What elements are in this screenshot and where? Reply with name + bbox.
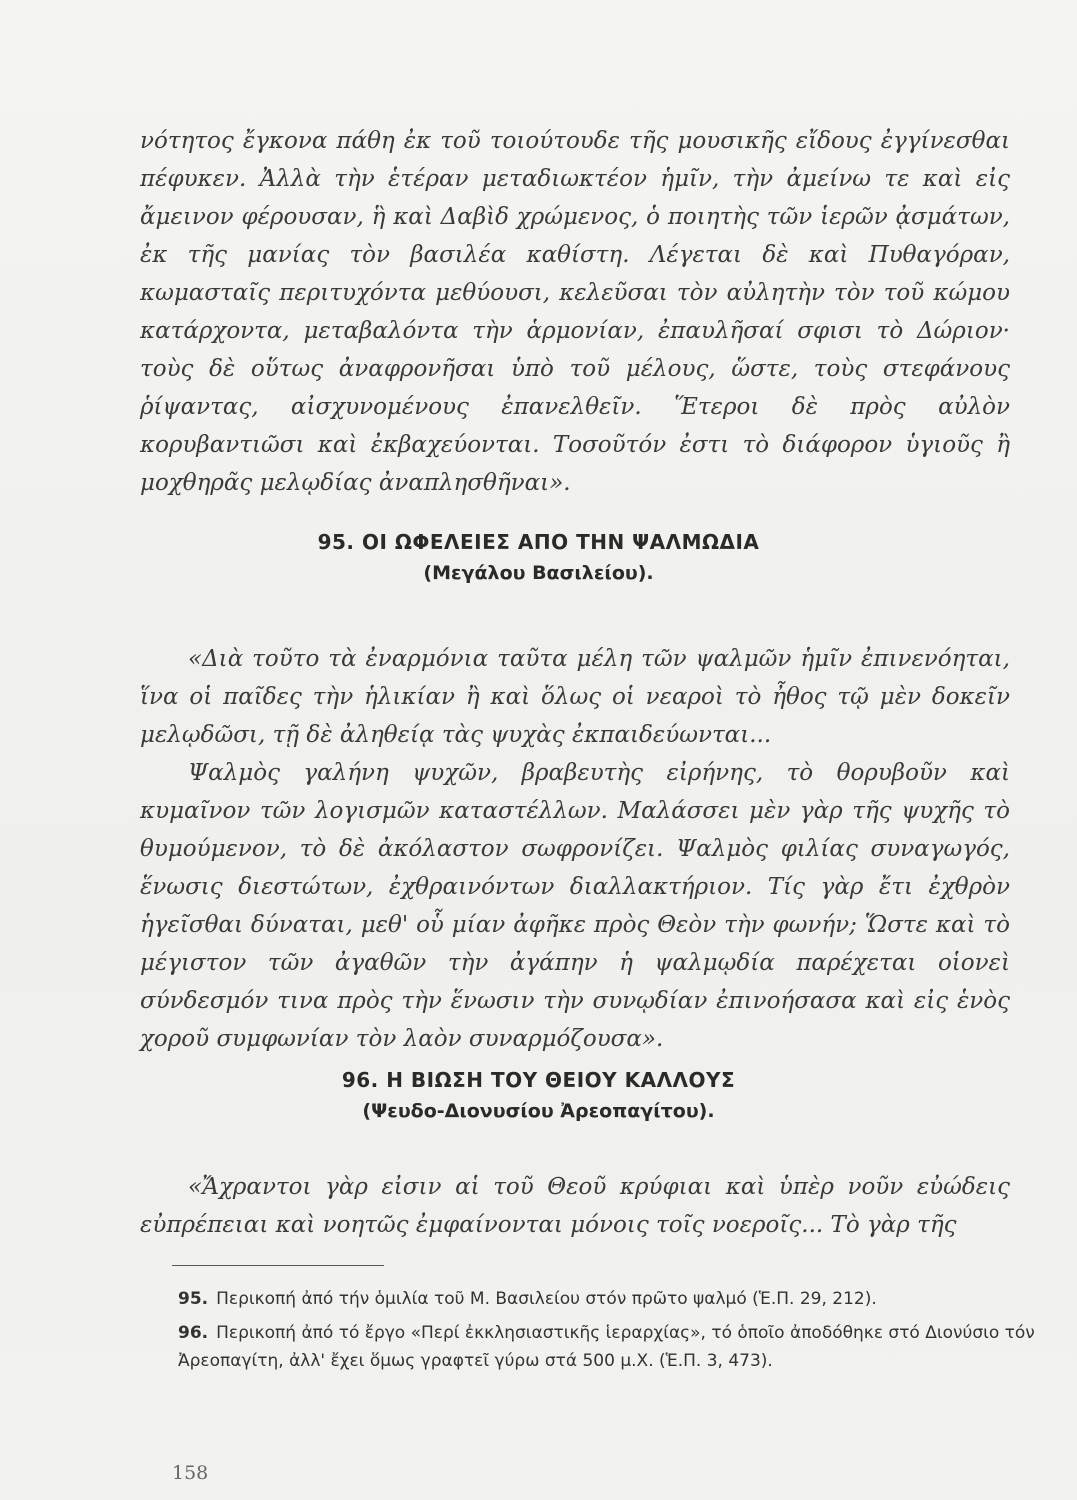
section-95-paragraph-2: Ψαλμὸς γαλήνη ψυχῶν, βραβευτὴς εἰρήνης, τὸ θορυβοῦν καὶ κυμαῖνον τῶν λογισμῶν καταστέλλων. Μαλάσσει μὲν γὰρ τῆς ψυχῆς τὸ θυμούμενον, τὸ δὲ ἀκόλαστον σωφρονίζει. Ψαλμὸς φιλίας συναγωγός, ἕνωσις διεστώτων, ἐχθραινόντων διαλλακτήριον. Τίς γὰρ ἔτι ἐχθρὸν ἡγεῖσθαι δύναται, μεθ' οὗ μίαν ἀφῆκε πρὸς Θεὸν τὴν φωνήν; Ὥστε καὶ τὸ μέγιστον τῶν ἀγαθῶν τὴν ἀγάπην ἡ ψαλμῳδία παρέχεται οἱονεὶ σύνδεσμόν τινα πρὸς τὴν ἕνωσιν τὴν συνῳδίαν ἐπινοήσασα καὶ εἰς ἑνὸς χοροῦ συμφωνίαν τὸν λαὸν συναρμόζουσα».: [140, 760, 1010, 1052]
footnote-95: [178, 1285, 1038, 1313]
footnote-text: Περικοπή ἀπό τό ἔργο «Περί ἐκκλησιαστικῆς ἱεραρχίας», τό ὁποῖο ἀποδόθηκε στό Διονύσιο τόν Ἀρεοπαγίτη, ἀλλ' ἔχει ὅμως γραφτεῖ γύρω στά 500 μ.Χ. (Ἑ.Π. 3, 473).: [178, 1323, 1035, 1371]
footnote-96: [178, 1319, 1038, 1375]
intro-passage: [140, 122, 1010, 502]
section-95-paragraph-1: «Διὰ τοῦτο τὰ ἐναρμόνια ταῦτα μέλη τῶν ψαλμῶν ἡμῖν ἐπινενόηται, ἵνα οἱ παῖδες τὴν ἡλικίαν ἢ καὶ ὅλως οἱ νεαροὶ τὸ ἦθος τῷ μὲν δοκεῖν μελῳδῶσι, τῇ δὲ ἀληθείᾳ τὰς ψυχὰς ἐκπαιδεύωνται...: [140, 646, 1010, 748]
intro-paragraph: νότητος ἔγκονα πάθη ἐκ τοῦ τοιούτουδε τῆς μουσικῆς εἴδους ἐγγίνεσθαι πέφυκεν. Ἀλλὰ τὴν ἑτέραν μεταδιωκτέον ἡμῖν, τὴν ἀμείνω τε καὶ εἰς ἄμεινον φέρουσαν, ἣ καὶ Δαβὶδ χρώμενος, ὁ ποιητὴς τῶν ἱερῶν ᾀσμάτων, ἐκ τῆς μανίας τὸν βασιλέα καθίστη. Λέγεται δὲ καὶ Πυθαγόραν, κωμασταῖς περιτυχόντα μεθύουσι, κελεῦσαι τὸν αὐλητὴν τὸν τοῦ κώμου κατάρχοντα, μεταβαλόντα τὴν ἁρμονίαν, ἐπαυλῆσαί σφισι τὸ Δώριον· τοὺς δὲ οὕτως ἀναφρονῆσαι ὑπὸ τοῦ μέλους, ὥστε, τοὺς στεφάνους ῥίψαντας, αἰσχυνομένους ἐπανελθεῖν. Ἕτεροι δὲ πρὸς αὐλὸν κορυβαντιῶσι καὶ ἐκβαχεύονται. Τοσοῦτόν ἐστι τὸ διάφορον ὑγιοῦς ἢ μοχθηρᾶς μελῳδίας ἀναπλησθῆναι».: [140, 128, 1010, 496]
section-95-title: 95. ΟΙ ΩΦΕΛΕΙΕΣ ΑΠΟ ΤΗΝ ΨΑΛΜΩΔΙΑ: [317, 530, 760, 554]
footnote-number: 96.: [178, 1323, 209, 1343]
section-96-title: 96. Η ΒΙΩΣΗ ΤΟΥ ΘΕΙΟΥ ΚΑΛΛΟΥΣ: [341, 1068, 736, 1092]
section-96-paragraph-1: «Ἄχραντοι γὰρ εἰσιν αἱ τοῦ Θεοῦ κρύφιαι καὶ ὑπὲρ νοῦν εὐώδεις εὐπρέπειαι καὶ νοητῶς ἐμφαίνονται μόνοις τοῖς νοεροῖς... Τὸ γὰρ τῆς: [140, 1174, 1010, 1238]
section-95-subtitle: (Μεγάλου Βασιλείου).: [423, 562, 654, 584]
footnote-divider: [172, 1265, 384, 1266]
section-96-heading: [0, 1068, 1077, 1122]
footnotes: [178, 1285, 1038, 1381]
footnote-number: 95.: [178, 1289, 209, 1309]
section-96-passage: [140, 1168, 1010, 1248]
section-95-passage: [140, 640, 1010, 1052]
page-number: 158: [172, 1462, 209, 1484]
section-95-heading: [0, 530, 1077, 584]
section-96-subtitle: (Ψευδο-Διονυσίου Ἀρεοπαγίτου).: [362, 1100, 715, 1122]
footnote-text: Περικοπή ἀπό τήν ὁμιλία τοῦ Μ. Βασιλείου στόν πρῶτο ψαλμό (Ἑ.Π. 29, 212).: [216, 1289, 877, 1309]
